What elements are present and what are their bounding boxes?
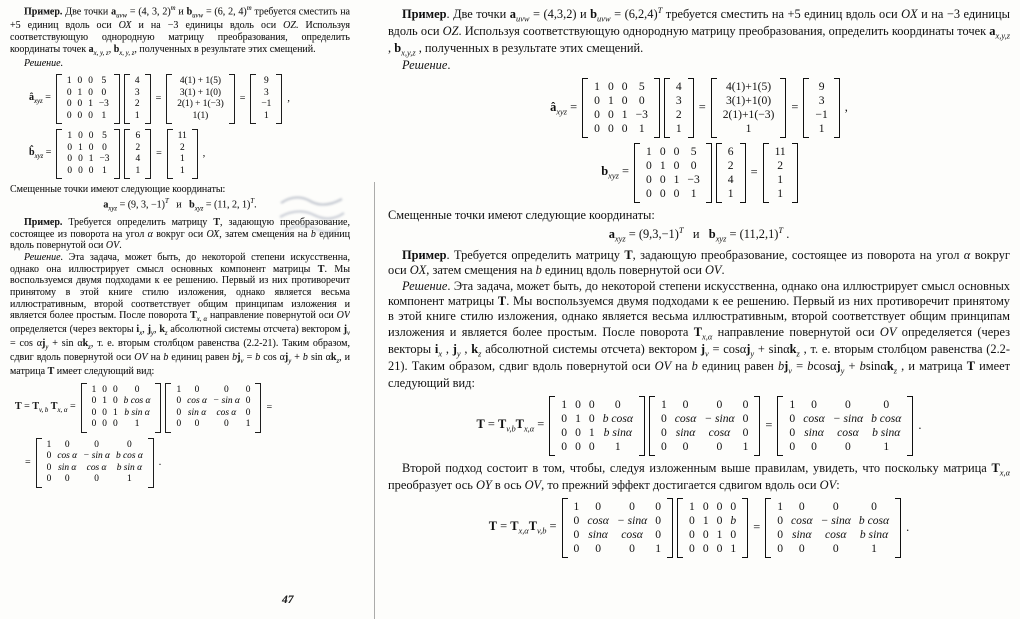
equation-text: , <box>844 100 848 115</box>
equation-text: = <box>791 100 799 115</box>
example-1-paragraph: Пример. Две точки $a_{uvw} = (4$, 3, 2)$^т$ и $b_{uvw} = (6$, 2, 4)$^т$ требуется сместить на +5 единиц вдоль оси ОХ и на −3 единицы вдоль оси OZ. Используя соответствующую однородную матрицу преобразования, определить координаты точек $a_{x, y, z}$, $b_{x, y, z}$, полученных в результате этих смещений. <box>10 5 350 57</box>
equation-text: $â_{xyz}$ = <box>29 92 51 106</box>
equation-text: $b_{xyz}$ = <box>601 164 630 181</box>
matrix: 1 0 0 5 0 1 0 0 0 0 1 −3 0 0 0 1 <box>634 143 712 203</box>
matrix: 9 3 −1 1 <box>803 78 839 138</box>
equation-text: , <box>202 148 206 160</box>
coords-result-line: $a_{xyz} = (9,3,-1)^T$ и $b_{xyz} = (11,2,1)^T$ . <box>608 224 790 244</box>
page-number: 47 <box>282 594 294 606</box>
equation-text: = <box>750 165 758 180</box>
equation-text: = <box>753 520 761 534</box>
matrix: 11 2 1 1 <box>167 129 198 179</box>
matrix: 1 0 0 0 0 cosα − sinα b cosα 0 sinα cosα b sinα 0 0 0 1 <box>765 498 901 558</box>
matrix: 1 0 0 0 0 1 0 b 0 0 1 0 0 0 0 1 <box>677 498 748 558</box>
coords-result-line: $a_{xyz} = (9$, 3, −1)$^T$ и $b_{xyz} = (11$, 2, 1)$^T$. <box>103 197 257 213</box>
matrix: 1 0 0 0 0 cosα − sinα b cosα 0 sinα cosα b sinα 0 0 0 1 <box>777 396 913 456</box>
matrix: 4 3 2 1 <box>124 74 151 124</box>
equation-text: = <box>239 93 246 105</box>
solution-2-paragraph: Решение. Эта задача, может быть, до некоторой степени искусственна, однако она иллюстрирует смысл основных компонент матрицы T. Мы воспользуемся двумя подходами к ее решению. Первый из них противоречит принятому в этой книге стилю изложения, однако является весьма иллюстративным, второй соответствует общим принципам изложения и является более простым. После поворота $T_{x,\alpha}$ направление повернутой оси OV определяется (через векторы $i_x$ , $j_y$ , $k_z$ абсолютной системы отсчета) вектором $j_v = \cos\alpha j_y + \sin\alpha k_z$ , т. е. вторым столбцом равенства (2.2-21). Таким образом, сдвиг вдоль повернутой оси OV на b единиц равен $bj_v = bcos\alpha j_y + bsin\alpha k_z$ , и матрица T имеет следующий вид: <box>388 278 1010 390</box>
matrix: 1 0 0 0 0 cos α − sin α b cos α 0 sin α cos α b sin α 0 0 0 1 <box>36 438 154 488</box>
matrix: 4(1) + 1(5) 3(1) + 1(0) 2(1) + 1(−3) 1(1) <box>166 74 235 124</box>
example-2-paragraph: Пример. Требуется определить матрицу Т, задающую преобразование, состоящее из поворота на угол α вокруг оси ОХ, затем смещения на b единиц вдоль повернутой оси OV. <box>10 216 350 252</box>
second-approach-paragraph: Второй подход состоит в том, чтобы, следуя изложенным выше правилам, увидеть, что поскольку матрица $T_{x,\alpha}$ преобразует ось OY в ось OV, то прежний эффект достигается сдвигом вдоль оси OV: <box>388 460 1010 492</box>
coords-intro-text: Смещенные точки имеют следующие координаты: <box>388 207 655 222</box>
matrix: 6 2 4 1 <box>716 143 746 203</box>
equation-text: = <box>266 402 273 413</box>
equation-text: , <box>287 93 290 105</box>
equation-text: = <box>698 100 706 115</box>
solution-label: Решение. <box>24 57 64 69</box>
matrix: 6 2 4 1 <box>124 129 151 179</box>
equation-text: $T = T_{v, b}$ $T_{x, \alpha}$ = <box>15 400 76 414</box>
solution-2-paragraph: Решение. Эта задача, может быть, до некоторой степени искусственна, однако она иллюстрирует смысл основных компонент матрицы Т. Мы воспользуемся двумя подходами к ее решению. Первый из них противоречит принятому в этой книге стилю изложения, однако является весьма иллюстративным, второй соответствует общим принципам изложения и является более простым. После поворота $T_{x, \alpha}$ направление повернутой оси OV определяется (через векторы $i_x$, $j_y$, $k_z$ абсолютной системы отсчета) вектором $j_v = \cos \alpha j_y + \sin \alpha k_z$, т. е. вторым столбцом равенства (2.2-21). Таким образом, сдвиг вдоль повернутой оси OV на b единиц равен $bj_v = b$ $\cos \alpha j_y + b$ $\sin \alpha k_z$, и матрица Т имеет следующий вид: <box>10 252 350 378</box>
equation-text: $T = T_{x,\alpha}T_{v,b}$ = <box>488 519 557 536</box>
equation-text: . <box>918 418 922 433</box>
equation-text: . <box>158 456 162 468</box>
matrix: 1 0 0 0 0 1 0 b cosα 0 0 1 b sinα 0 0 0 1 <box>549 396 645 456</box>
equation-text: . <box>906 520 910 534</box>
matrix: 4 3 2 1 <box>664 78 694 138</box>
page-left-scan <box>10 5 350 613</box>
matrix: 1 0 0 5 0 1 0 0 0 0 1 −3 0 0 0 1 <box>582 78 660 138</box>
equation-text: = <box>765 418 773 433</box>
matrix: 1 0 0 0 0 cosα − sinα 0 0 sinα cosα 0 0 0 0 1 <box>649 396 760 456</box>
equation-b-translation <box>388 143 1010 203</box>
example-1-paragraph: Пример. Две точки $a_{uvw} = (4,3,2)$ и $b_{uvw} = (6,2,4)^T$ требуется сместить на +5 единиц вдоль оси OX и на −3 единицы вдоль оси OZ. Используя соответствующую однородную матрицу преобразования, определить координаты точек $a_{x,y,z}$ , $b_{x,y,z}$ , полученных в результате этих смещений. <box>388 5 1010 58</box>
equation-a-translation <box>26 74 350 124</box>
equation-text: = <box>25 456 31 468</box>
example-2-paragraph: Пример. Требуется определить матрицу T, задающую преобразование, состоящее из поворота на угол α вокруг оси OX, затем смещения на b единиц вдоль повернутой оси OV. <box>388 247 1010 278</box>
matrix: 1 0 0 0 0 cosα − sinα 0 0 sinα cosα 0 0 0 0 1 <box>562 498 673 558</box>
solution-label: Решение. <box>402 57 451 72</box>
equation-text: $T = T_{v,b}T_{x,\alpha}$ = <box>476 417 545 434</box>
matrix: 1 0 0 5 0 1 0 0 0 0 1 −3 0 0 0 1 <box>56 129 120 179</box>
matrix: 1 0 0 5 0 1 0 0 0 0 1 −3 0 0 0 1 <box>56 74 120 124</box>
matrix: 9 3 −1 1 <box>250 74 282 124</box>
equation-b-translation <box>26 129 350 179</box>
page-right-typeset <box>388 5 1010 615</box>
scan-smudge-artifact <box>276 189 348 245</box>
matrix: 1 0 0 0 0 cos α − sin α 0 0 sin α cos α 0 0 0 0 1 <box>165 383 261 433</box>
equation-T-first-approach <box>388 396 1010 456</box>
equation-text: = <box>155 93 162 105</box>
coords-intro-text: Смещенные точки имеют следующие координаты: <box>10 184 226 196</box>
equation-a-translation <box>388 78 1010 138</box>
matrix: 11 2 1 1 <box>763 143 798 203</box>
equation-text: = <box>156 148 162 160</box>
equation-T-result <box>22 438 350 488</box>
equation-T-product <box>12 383 350 433</box>
matrix: 4(1)+1(5) 3(1)+1(0) 2(1)+1(−3) 1 <box>711 78 787 138</box>
equation-T-second-approach <box>388 498 1010 558</box>
equation-text: $b̂_{xyz}$ = <box>29 147 52 161</box>
matrix: 1 0 0 0 0 1 0 b cos α 0 0 1 b sin α 0 0 0 1 <box>81 383 162 433</box>
page-divider-line <box>374 182 375 619</box>
equation-text: $â_{xyz}$ = <box>550 99 578 117</box>
